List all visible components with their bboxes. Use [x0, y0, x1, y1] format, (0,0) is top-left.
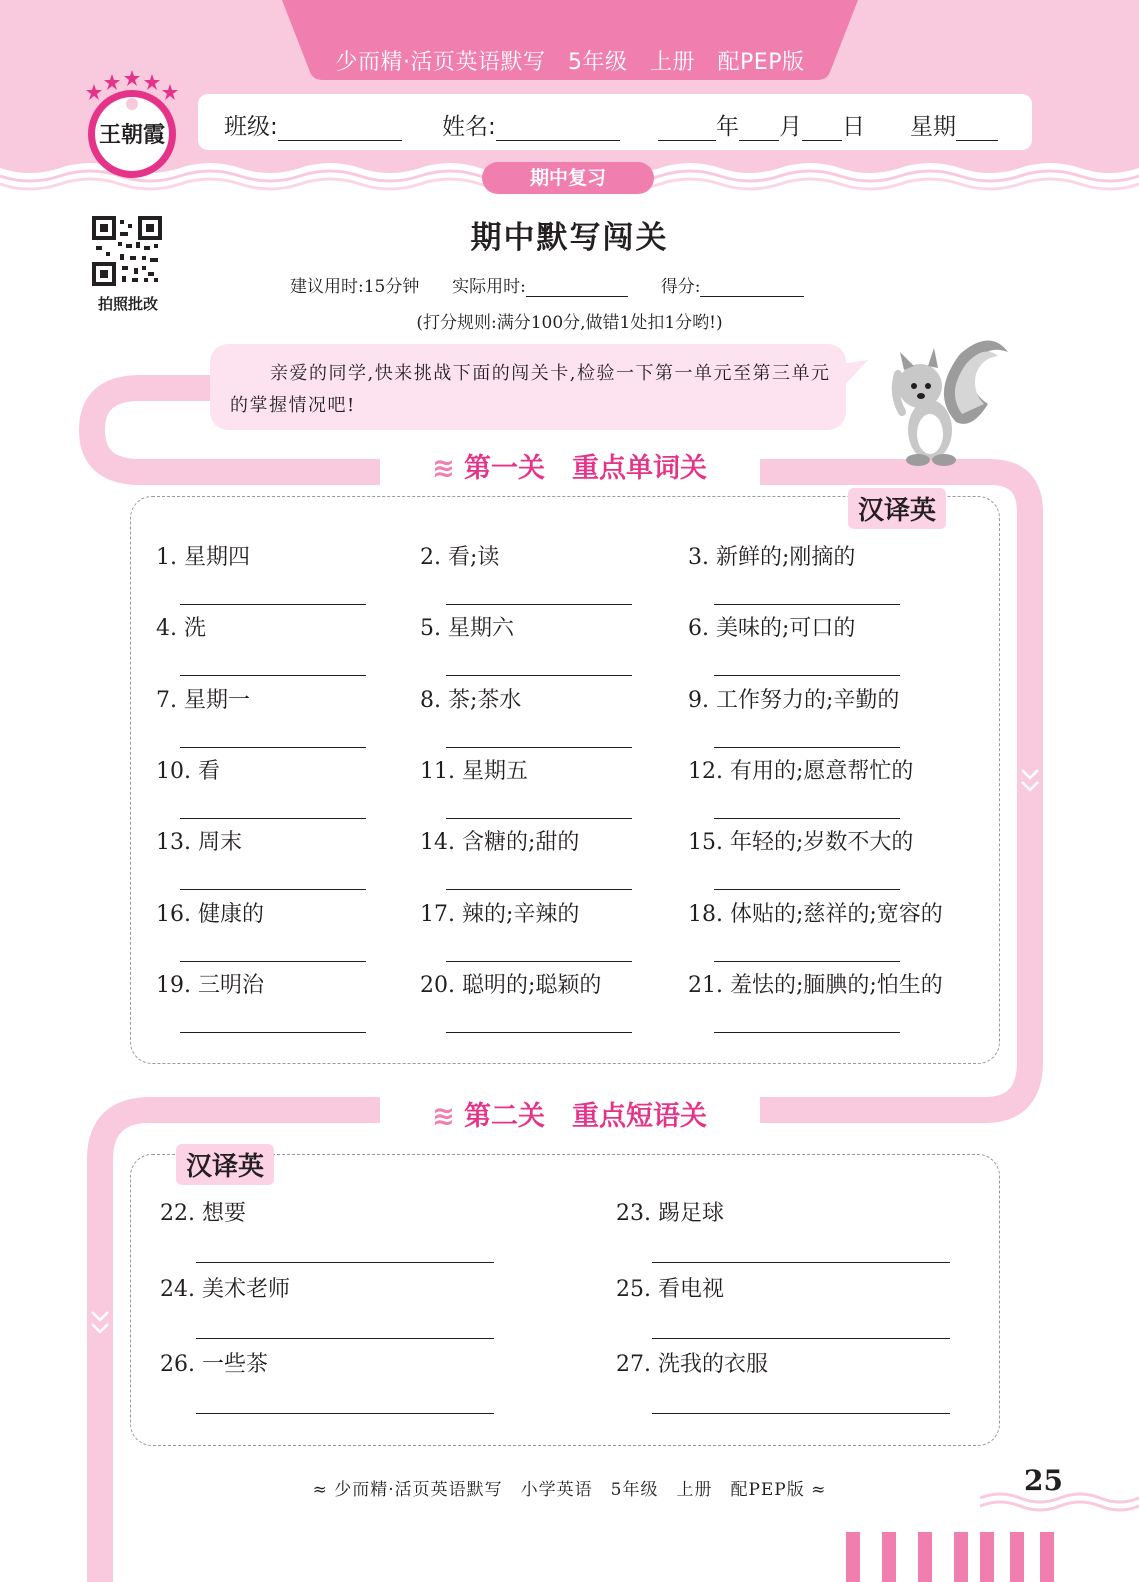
stage1-question: 17. 辣的;辛辣的 — [420, 901, 580, 927]
stage1-title: 第一关 重点单词关 — [464, 453, 708, 484]
scoring-rules: (打分规则:满分100分,做错1处扣1分哟!) — [416, 313, 723, 333]
day-label: 日 — [842, 114, 865, 140]
answer-line[interactable] — [196, 1262, 494, 1263]
footer-bars — [846, 1532, 986, 1582]
timing-row — [290, 272, 804, 297]
answer-line[interactable] — [652, 1338, 950, 1339]
stage1-question: 14. 含糖的;甜的 — [420, 830, 580, 856]
answer-line[interactable] — [652, 1262, 950, 1263]
score-label: 得分: — [660, 277, 701, 297]
bubble-tail — [840, 360, 870, 400]
stage1-question: 6. 美味的;可口的 — [688, 616, 856, 642]
stage1-question: 5. 星期六 — [420, 616, 514, 642]
answer-line[interactable] — [180, 675, 366, 676]
stage1-question: 16. 健康的 — [156, 901, 264, 927]
answer-line[interactable] — [714, 747, 900, 748]
stage1-question: 11. 星期五 — [420, 758, 528, 784]
stage1-question: 15. 年轻的;岁数不大的 — [688, 830, 914, 856]
answer-line[interactable] — [714, 889, 900, 890]
answer-line[interactable] — [714, 961, 900, 962]
stage1-question: 20. 聪明的;聪颖的 — [420, 972, 602, 998]
answer-line[interactable] — [714, 604, 900, 605]
answer-line[interactable] — [180, 1032, 366, 1033]
weekday-label: 星期 — [910, 114, 956, 140]
stage1-question: 18. 体贴的;慈祥的;宽容的 — [688, 901, 943, 927]
qr-caption: 拍照批改 — [97, 295, 158, 313]
answer-line[interactable] — [180, 818, 366, 819]
series-tab — [282, 0, 858, 80]
answer-line[interactable] — [446, 961, 632, 962]
stage2-question: 25. 看电视 — [616, 1276, 724, 1302]
stage2-question: 24. 美术老师 — [160, 1276, 290, 1302]
page-title: 期中默写闯关 — [470, 220, 669, 256]
answer-line[interactable] — [714, 1032, 900, 1033]
intro-text: 亲爱的同学,快来挑战下面的闯关卡,检验一下第一单元至第三单元的掌握情况吧! — [230, 363, 831, 416]
stage1-question: 4. 洗 — [156, 616, 206, 642]
stage1-question: 3. 新鲜的;刚摘的 — [688, 545, 856, 570]
series-title: 少而精·活页英语默写 5年级 上册 配PEP版 — [335, 50, 805, 75]
section-label: 期中复习 — [482, 162, 654, 194]
name-field[interactable] — [442, 108, 620, 141]
stage2-question: 27. 洗我的衣服 — [616, 1352, 768, 1377]
answer-line[interactable] — [196, 1413, 494, 1414]
stage1-question: 19. 三明治 — [156, 972, 264, 998]
brand-logo — [80, 70, 184, 180]
stage2-question: 23. 踢足球 — [616, 1201, 724, 1226]
stage1-question: 13. 周末 — [156, 830, 242, 856]
page-number: 25 — [1024, 1464, 1063, 1497]
stage2-tag: 汉译英 — [176, 1144, 274, 1185]
answer-line[interactable] — [180, 889, 366, 890]
month-label: 月 — [779, 114, 802, 140]
wave-icon: ≋ — [431, 1101, 455, 1132]
footer-text: ≈ 少而精·活页英语默写 小学英语 5年级 上册 配PEP版 ≈ — [312, 1480, 827, 1500]
intro-bubble — [210, 344, 846, 430]
class-field[interactable] — [224, 108, 402, 141]
class-label: 班级: — [224, 114, 278, 140]
answer-line[interactable] — [196, 1338, 494, 1339]
answer-line[interactable] — [446, 604, 632, 605]
stage1-question: 2. 看;读 — [420, 545, 500, 570]
stage1-question: 7. 星期一 — [156, 687, 250, 713]
weekday-field[interactable] — [910, 108, 998, 141]
answer-line[interactable] — [652, 1413, 950, 1414]
logo-text: 王朝霞 — [98, 122, 166, 148]
answer-line[interactable] — [446, 1032, 632, 1033]
actual-time-label: 实际用时: — [452, 277, 526, 297]
stage2-header — [0, 1094, 1139, 1133]
wave-icon: ≋ — [431, 453, 455, 484]
stage1-question: 10. 看 — [156, 758, 220, 784]
suggested-time: 建议用时:15分钟 — [290, 277, 420, 297]
stage1-question: 9. 工作努力的;辛勤的 — [688, 687, 900, 713]
stage2-title: 第二关 重点短语关 — [464, 1101, 708, 1132]
name-label: 姓名: — [442, 114, 496, 140]
answer-line[interactable] — [446, 889, 632, 890]
stage1-question: 21. 羞怯的;腼腆的;怕生的 — [688, 972, 943, 998]
stage1-header — [0, 446, 1139, 485]
stage1-question: 1. 星期四 — [156, 545, 250, 570]
stage1-tag: 汉译英 — [848, 488, 946, 529]
answer-line[interactable] — [446, 818, 632, 819]
student-info-box — [198, 94, 1032, 150]
answer-line[interactable] — [714, 818, 900, 819]
answer-line[interactable] — [180, 747, 366, 748]
answer-line[interactable] — [180, 961, 366, 962]
date-field[interactable] — [658, 108, 865, 141]
score-field[interactable] — [700, 280, 804, 297]
stage1-question: 12. 有用的;愿意帮忙的 — [688, 758, 914, 784]
answer-line[interactable] — [446, 747, 632, 748]
answer-line[interactable] — [180, 604, 366, 605]
stage2-question: 22. 想要 — [160, 1201, 246, 1226]
answer-line[interactable] — [446, 675, 632, 676]
footer-decoration — [980, 1488, 1139, 1582]
stage2-question: 26. 一些茶 — [160, 1352, 268, 1377]
stage1-question: 8. 茶;茶水 — [420, 687, 522, 713]
year-label: 年 — [716, 114, 739, 140]
actual-time-field[interactable] — [526, 280, 628, 297]
answer-line[interactable] — [714, 675, 900, 676]
